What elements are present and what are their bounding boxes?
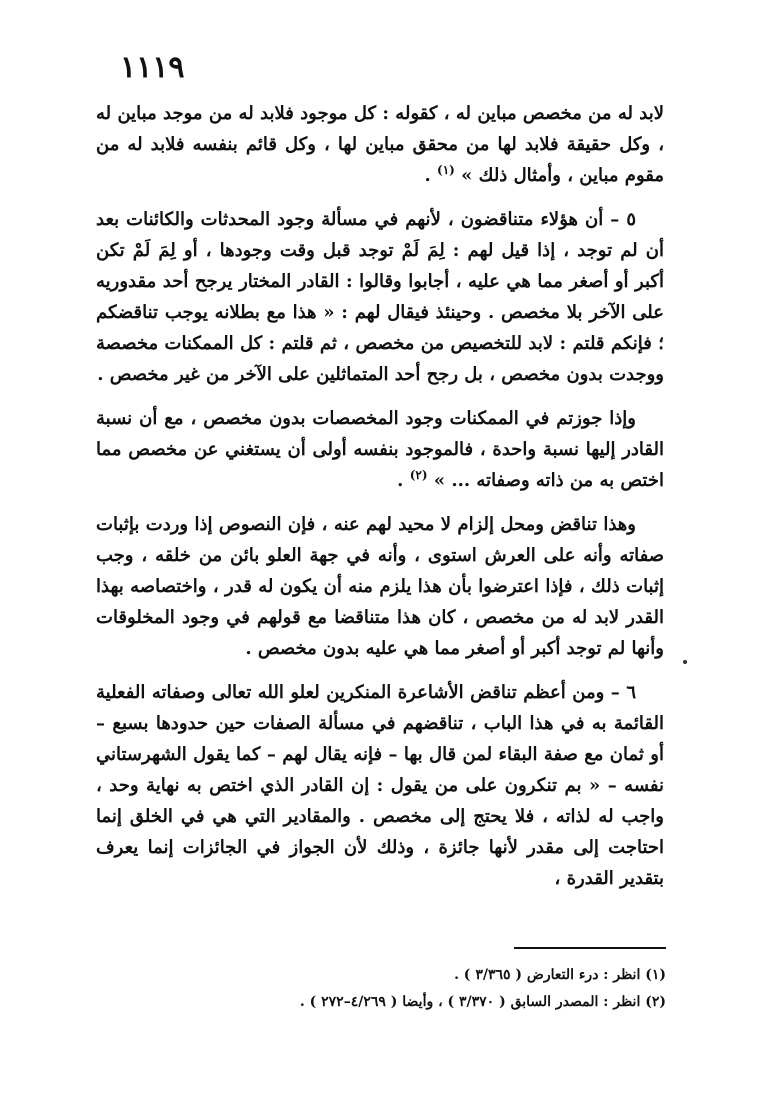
footnote-ref-2[interactable]: (٢) <box>409 468 428 482</box>
page-number: ١١١٩ <box>120 50 185 85</box>
paragraph-1-text: لابد له من مخصص مباين له ، كقوله : كل موجود فلابد له من موجد مباين له ، وكل حقيقة فلابد لها من محقق مباين لها ، وكل قائم بنفسه فلابد له من مقوم مباين ، وأمثال ذلك » <box>96 103 664 186</box>
paragraph-1-tail: . <box>424 165 438 186</box>
paragraph-4: وهذا تناقض ومحل إلزام لا محيد لهم عنه ، فإن النصوص إذا وردت بإثبات صفاته وأنه على العرش استوى ، وأنه في جهة العلو بائن من خلقه ، وجب إثبات ذلك ، فإذا اعترضوا بأن هذا يلزم منه أن يكون له قدر ، واختصاصه بهذا القدر لابد له من مخصص ، كان هذا متناقضا مع قولهم في وجود المخلوقات وأنها لم توجد أكبر أو أصغر مما هي عليه بدون مخصص . <box>96 514 664 659</box>
footnote-separator <box>514 947 666 949</box>
footnote-2: (٢) انظر : المصدر السابق ( ٣/٣٧٠ ) ، وأيضا ( ٤/٢٦٩–٢٧٢ ) . <box>299 994 666 1010</box>
page-body <box>96 98 664 907</box>
paragraph-2: ٥ – أن هؤلاء متناقضون ، لأنهم في مسألة وجود المحدثات والكائنات بعد أن لم توجد ، إذا قيل لهم : لِمَ لَمْ توجد قبل وقت وجودها ، أو لِمَ لَمْ تكن أكبر أو أصغر مما هي عليه ، أجابوا وقالوا : القادر المختار يرجح أحد مقدوريه على الآخر بلا مخصص . وحينئذ فيقال لهم : « هذا مع بطلانه يوجب تناقضكم ؛ فإنكم قلتم : لابد للتخصيص من مخصص ، ثم قلتم : كل الممكنات مخصصة ووجدت بدون مخصص ، بل رجح أحد المتماثلين على الآخر من غير مخصص . <box>96 209 664 385</box>
paragraph-3-text: وإذا جوزتم في الممكنات وجود المخصصات بدون مخصص ، مع أن نسبة القادر إليها نسبة واحدة ، فالموجود بنفسه أولى أن يستغني عن مخصص مما اختص به من ذاته وصفاته ... » <box>96 408 664 491</box>
paragraph-3 <box>96 403 664 496</box>
paragraph-3-tail: . <box>397 470 410 491</box>
footnotes <box>98 962 666 1016</box>
paragraph-5: ٦ – ومن أعظم تناقض الأشاعرة المنكرين لعلو الله تعالى وصفاته الفعلية القائمة به في هذا الباب ، تناقضهم في مسألة الصفات حين حدودها بسبع – أو ثمان مع صفة البقاء لمن قال بها – فإنه يقال لهم – كما يقول الشهرستاني نفسه – « بم تنكرون على من يقول : إن القادر الذي اختص به نهاية وحد ، واجب له لذاته ، فلا يحتج إلى مخصص . والمقادير التي هي في الخلق إنما احتاجت إلى مقدر لأنها جائزة ، وذلك لأن الجواز في الجائزات إنما يعرف بتقدير القدرة ، <box>96 682 664 889</box>
footnote-1: (١) انظر : درء التعارض ( ٣/٣٦٥ ) . <box>454 967 666 983</box>
footnote-ref-1[interactable]: (١) <box>437 163 455 177</box>
paragraph-1 <box>96 98 664 191</box>
margin-mark <box>683 660 687 664</box>
